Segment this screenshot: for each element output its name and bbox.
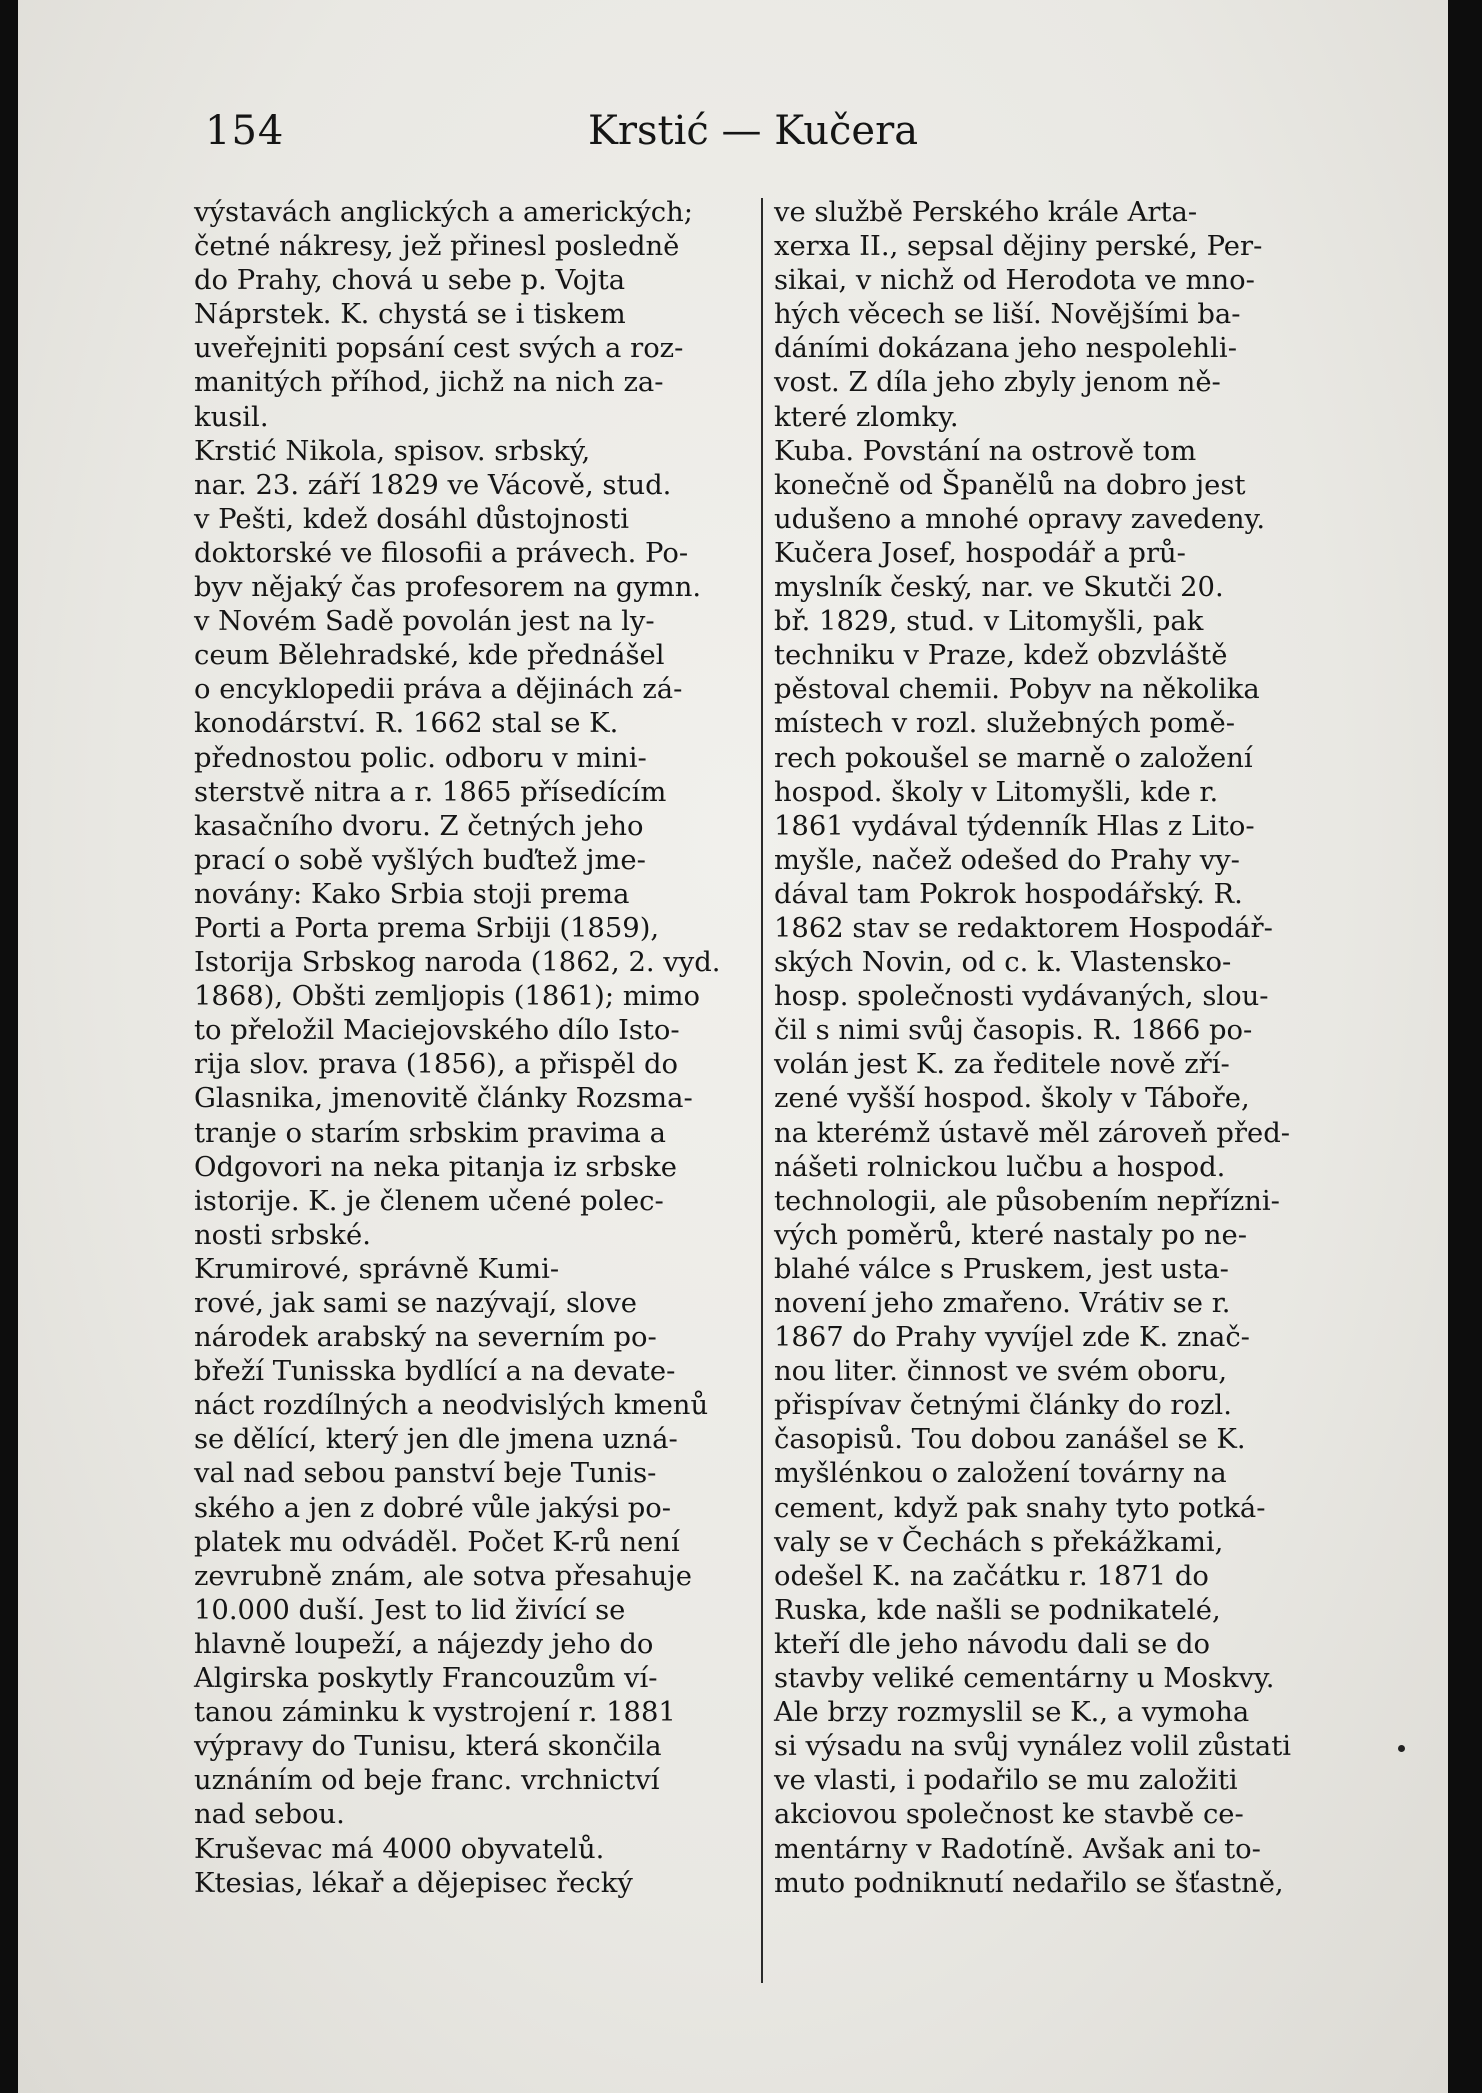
text-line: nou liter. činnost ve svém oboru, bbox=[774, 1356, 1228, 1388]
text-line: techniku v Praze, kdež obzvláště bbox=[774, 640, 1228, 672]
text-line: ve vlasti, i podařilo se mu založiti bbox=[774, 1765, 1238, 1797]
text-line: kusil. bbox=[194, 401, 269, 433]
text-line: náct rozdílných a neodvislých kmenů bbox=[194, 1390, 709, 1422]
text-line: nar. 23. září 1829 ve Vácově, stud. bbox=[194, 469, 672, 501]
text-line: Kučera Josef, hospodář a prů- bbox=[774, 537, 1186, 569]
text-line: istorije. K. je členem učené polec- bbox=[194, 1185, 664, 1217]
text-line: dával tam Pokrok hospodářský. R. bbox=[774, 878, 1243, 910]
text-line: nášeti rolnickou lučbu a hospod. bbox=[774, 1151, 1226, 1183]
left-column bbox=[194, 196, 754, 1901]
text-line: myšle, načež odešed do Prahy vy- bbox=[774, 844, 1240, 876]
text-line: byv nějaký čas profesorem na gymn. bbox=[194, 572, 702, 604]
text-line: konečně od Španělů na dobro jest bbox=[774, 469, 1246, 501]
text-line: místech v rozl. služebných pomě- bbox=[774, 708, 1235, 740]
text-line: 10.000 duší. Jest to lid živící se bbox=[194, 1594, 626, 1626]
text-line: cement, když pak snahy tyto potká- bbox=[774, 1492, 1266, 1524]
text-line: Kuba. Povstání na ostrově tom bbox=[774, 435, 1197, 467]
text-line: vost. Z díla jeho zbyly jenom ně- bbox=[774, 367, 1221, 399]
text-line: bř. 1829, stud. v Litomyšli, pak bbox=[774, 606, 1204, 638]
text-line: kasačního dvoru. Z četných jeho bbox=[194, 810, 644, 842]
text-line: platek mu odváděl. Počet K-rů není bbox=[194, 1526, 680, 1558]
text-line: břeží Tunisska bydlící a na devate- bbox=[194, 1356, 676, 1388]
text-line: nosti srbské. bbox=[194, 1219, 371, 1251]
text-line: o encyklopedii práva a dějinách zá- bbox=[194, 674, 683, 706]
text-line: si výsadu na svůj vynález volil zůstati bbox=[774, 1731, 1291, 1763]
text-line: zené vyšší hospod. školy v Táboře, bbox=[774, 1083, 1250, 1115]
text-line: kteří dle jeho návodu dali se do bbox=[774, 1628, 1211, 1660]
text-line: blahé válce s Pruskem, jest usta- bbox=[774, 1253, 1229, 1285]
text-line: národek arabský na severním po- bbox=[194, 1322, 657, 1354]
text-line: volán jest K. za ředitele nově zří- bbox=[774, 1049, 1230, 1081]
text-line: rija slov. prava (1856), a přispěl do bbox=[194, 1049, 679, 1081]
text-line: 1867 do Prahy vyvíjel zde K. znač- bbox=[774, 1322, 1250, 1354]
text-line: ských Novin, od c. k. Vlastensko- bbox=[774, 947, 1232, 979]
text-line: hospod. školy v Litomyšli, kde r. bbox=[774, 776, 1219, 808]
text-line: přispívav četnými články do rozl. bbox=[774, 1390, 1232, 1422]
text-line: uveřejniti popsání cest svých a roz- bbox=[194, 333, 684, 365]
text-line: pěstoval chemii. Pobyv na několika bbox=[774, 674, 1260, 706]
text-line: časopisů. Tou dobou zanášel se K. bbox=[774, 1424, 1246, 1456]
text-line: hosp. společnosti vydávaných, slou- bbox=[774, 981, 1269, 1013]
text-line: technologii, ale působením nepřízni- bbox=[774, 1185, 1280, 1217]
text-line: v Novém Sadě povolán jest na ly- bbox=[194, 606, 655, 638]
page-number: 154 bbox=[205, 108, 285, 154]
text-line: Kruševac má 4000 obyvatelů. bbox=[194, 1833, 605, 1865]
text-line: ského a jen z dobré vůle jakýsi po- bbox=[194, 1492, 671, 1524]
text-line: Náprstek. K. chystá se i tiskem bbox=[194, 299, 626, 331]
text-line: akciovou společnost ke stavbě ce- bbox=[774, 1799, 1244, 1831]
text-line: 1861 vydával týdenník Hlas z Lito- bbox=[774, 810, 1255, 842]
text-line: uznáním od beje franc. vrchnictví bbox=[194, 1765, 660, 1797]
text-line: Krumirové, správně Kumi- bbox=[194, 1253, 560, 1285]
book-page bbox=[18, 0, 1448, 2093]
text-line: ve službě Perského krále Arta- bbox=[774, 197, 1198, 228]
text-line: 1862 stav se redaktorem Hospodář- bbox=[774, 912, 1273, 944]
text-line: doktorské ve filosofii a právech. Po- bbox=[194, 537, 689, 569]
column-divider bbox=[761, 198, 763, 1983]
text-line: prací o sobě vyšlých buďtež jme- bbox=[194, 844, 646, 876]
text-line: Ktesias, lékař a dějepisec řecký bbox=[194, 1867, 633, 1899]
text-line: sikai, v nichž od Herodota ve mno- bbox=[774, 265, 1255, 297]
text-line: které zlomky. bbox=[774, 401, 959, 433]
text-line: 1868), Obšti zemljopis (1861); mimo bbox=[194, 981, 700, 1013]
text-line: výstavách anglických a amerických; bbox=[194, 197, 693, 228]
text-line: se dělící, který jen dle jmena uzná- bbox=[194, 1424, 678, 1456]
text-line: tanou záminku k vystrojení r. 1881 bbox=[194, 1697, 676, 1729]
text-line: konodárství. R. 1662 stal se K. bbox=[194, 708, 619, 740]
text-line: valy se v Čechách s překážkami, bbox=[774, 1526, 1224, 1558]
text-line: val nad sebou panství beje Tunis- bbox=[194, 1458, 657, 1490]
text-line: myslník český, nar. ve Skutči 20. bbox=[774, 572, 1224, 604]
text-line: udušeno a mnohé opravy zavedeny. bbox=[774, 503, 1266, 535]
text-line: přednostou polic. odboru v mini- bbox=[194, 742, 647, 774]
text-line: rové, jak sami se nazývají, slove bbox=[194, 1288, 637, 1319]
text-line: nad sebou. bbox=[194, 1799, 345, 1831]
text-line: manitých příhod, jichž na nich za- bbox=[194, 367, 664, 399]
text-line: Porti a Porta prema Srbiji (1859), bbox=[194, 912, 660, 944]
text-line: Krstić Nikola, spisov. srbský, bbox=[194, 435, 591, 467]
text-line: do Prahy, chová u sebe p. Vojta bbox=[194, 265, 626, 297]
text-line: zevrubně znám, ale sotva přesahuje bbox=[194, 1560, 693, 1592]
text-line: Ale brzy rozmyslil se K., a vymoha bbox=[774, 1697, 1250, 1729]
text-line: hých věcech se liší. Novějšími ba- bbox=[774, 299, 1241, 331]
ink-speck bbox=[1398, 1745, 1405, 1752]
text-line: ceum Bělehradské, kde přednášel bbox=[194, 640, 665, 672]
text-line: tranje o starím srbskim pravima a bbox=[194, 1117, 666, 1149]
text-line: Ruska, kde našli se podnikatelé, bbox=[774, 1594, 1221, 1626]
text-line: v Pešti, kdež dosáhl důstojnosti bbox=[194, 503, 629, 535]
text-line: xerxa II., sepsal dějiny perské, Per- bbox=[774, 231, 1263, 263]
right-column bbox=[774, 196, 1334, 1901]
text-line: vých poměrů, které nastaly po ne- bbox=[774, 1219, 1247, 1251]
text-line: novení jeho zmařeno. Vrátiv se r. bbox=[774, 1288, 1231, 1319]
page-header bbox=[18, 108, 1448, 168]
text-line: novány: Kako Srbia stoji prema bbox=[194, 878, 630, 910]
text-line: mentárny v Radotíně. Avšak ani to- bbox=[774, 1833, 1261, 1865]
text-line: Istorija Srbskog naroda (1862, 2. vyd. bbox=[194, 947, 721, 979]
text-line: na kterémž ústavě měl zároveň před- bbox=[774, 1117, 1290, 1149]
text-line: Odgovori na neka pitanja iz srbske bbox=[194, 1151, 677, 1183]
text-line: čil s nimi svůj časopis. R. 1866 po- bbox=[774, 1015, 1253, 1047]
text-line: myšlénkou o založení továrny na bbox=[774, 1458, 1227, 1490]
text-line: Glasnika, jmenovitě články Rozsma- bbox=[194, 1083, 693, 1115]
running-title: Krstić — Kučera bbox=[588, 108, 919, 154]
text-line: to přeložil Maciejovského dílo Isto- bbox=[194, 1015, 680, 1047]
text-line: hlavně loupeží, a nájezdy jeho do bbox=[194, 1628, 654, 1660]
text-line: rech pokoušel se marně o založení bbox=[774, 742, 1253, 774]
text-line: stavby veliké cementárny u Moskvy. bbox=[774, 1663, 1275, 1695]
text-line: četné nákresy, jež přinesl posledně bbox=[194, 231, 680, 263]
text-line: výpravy do Tunisu, která skončila bbox=[194, 1731, 662, 1763]
text-line: Algirska poskytly Francouzům ví- bbox=[194, 1663, 658, 1695]
text-line: muto podniknutí nedařilo se šťastně, bbox=[774, 1867, 1284, 1899]
text-line: dáními dokázana jeho nespolehli- bbox=[774, 333, 1237, 365]
text-line: sterstvě nitra a r. 1865 přísedícím bbox=[194, 776, 667, 808]
text-line: odešel K. na začátku r. 1871 do bbox=[774, 1560, 1209, 1592]
